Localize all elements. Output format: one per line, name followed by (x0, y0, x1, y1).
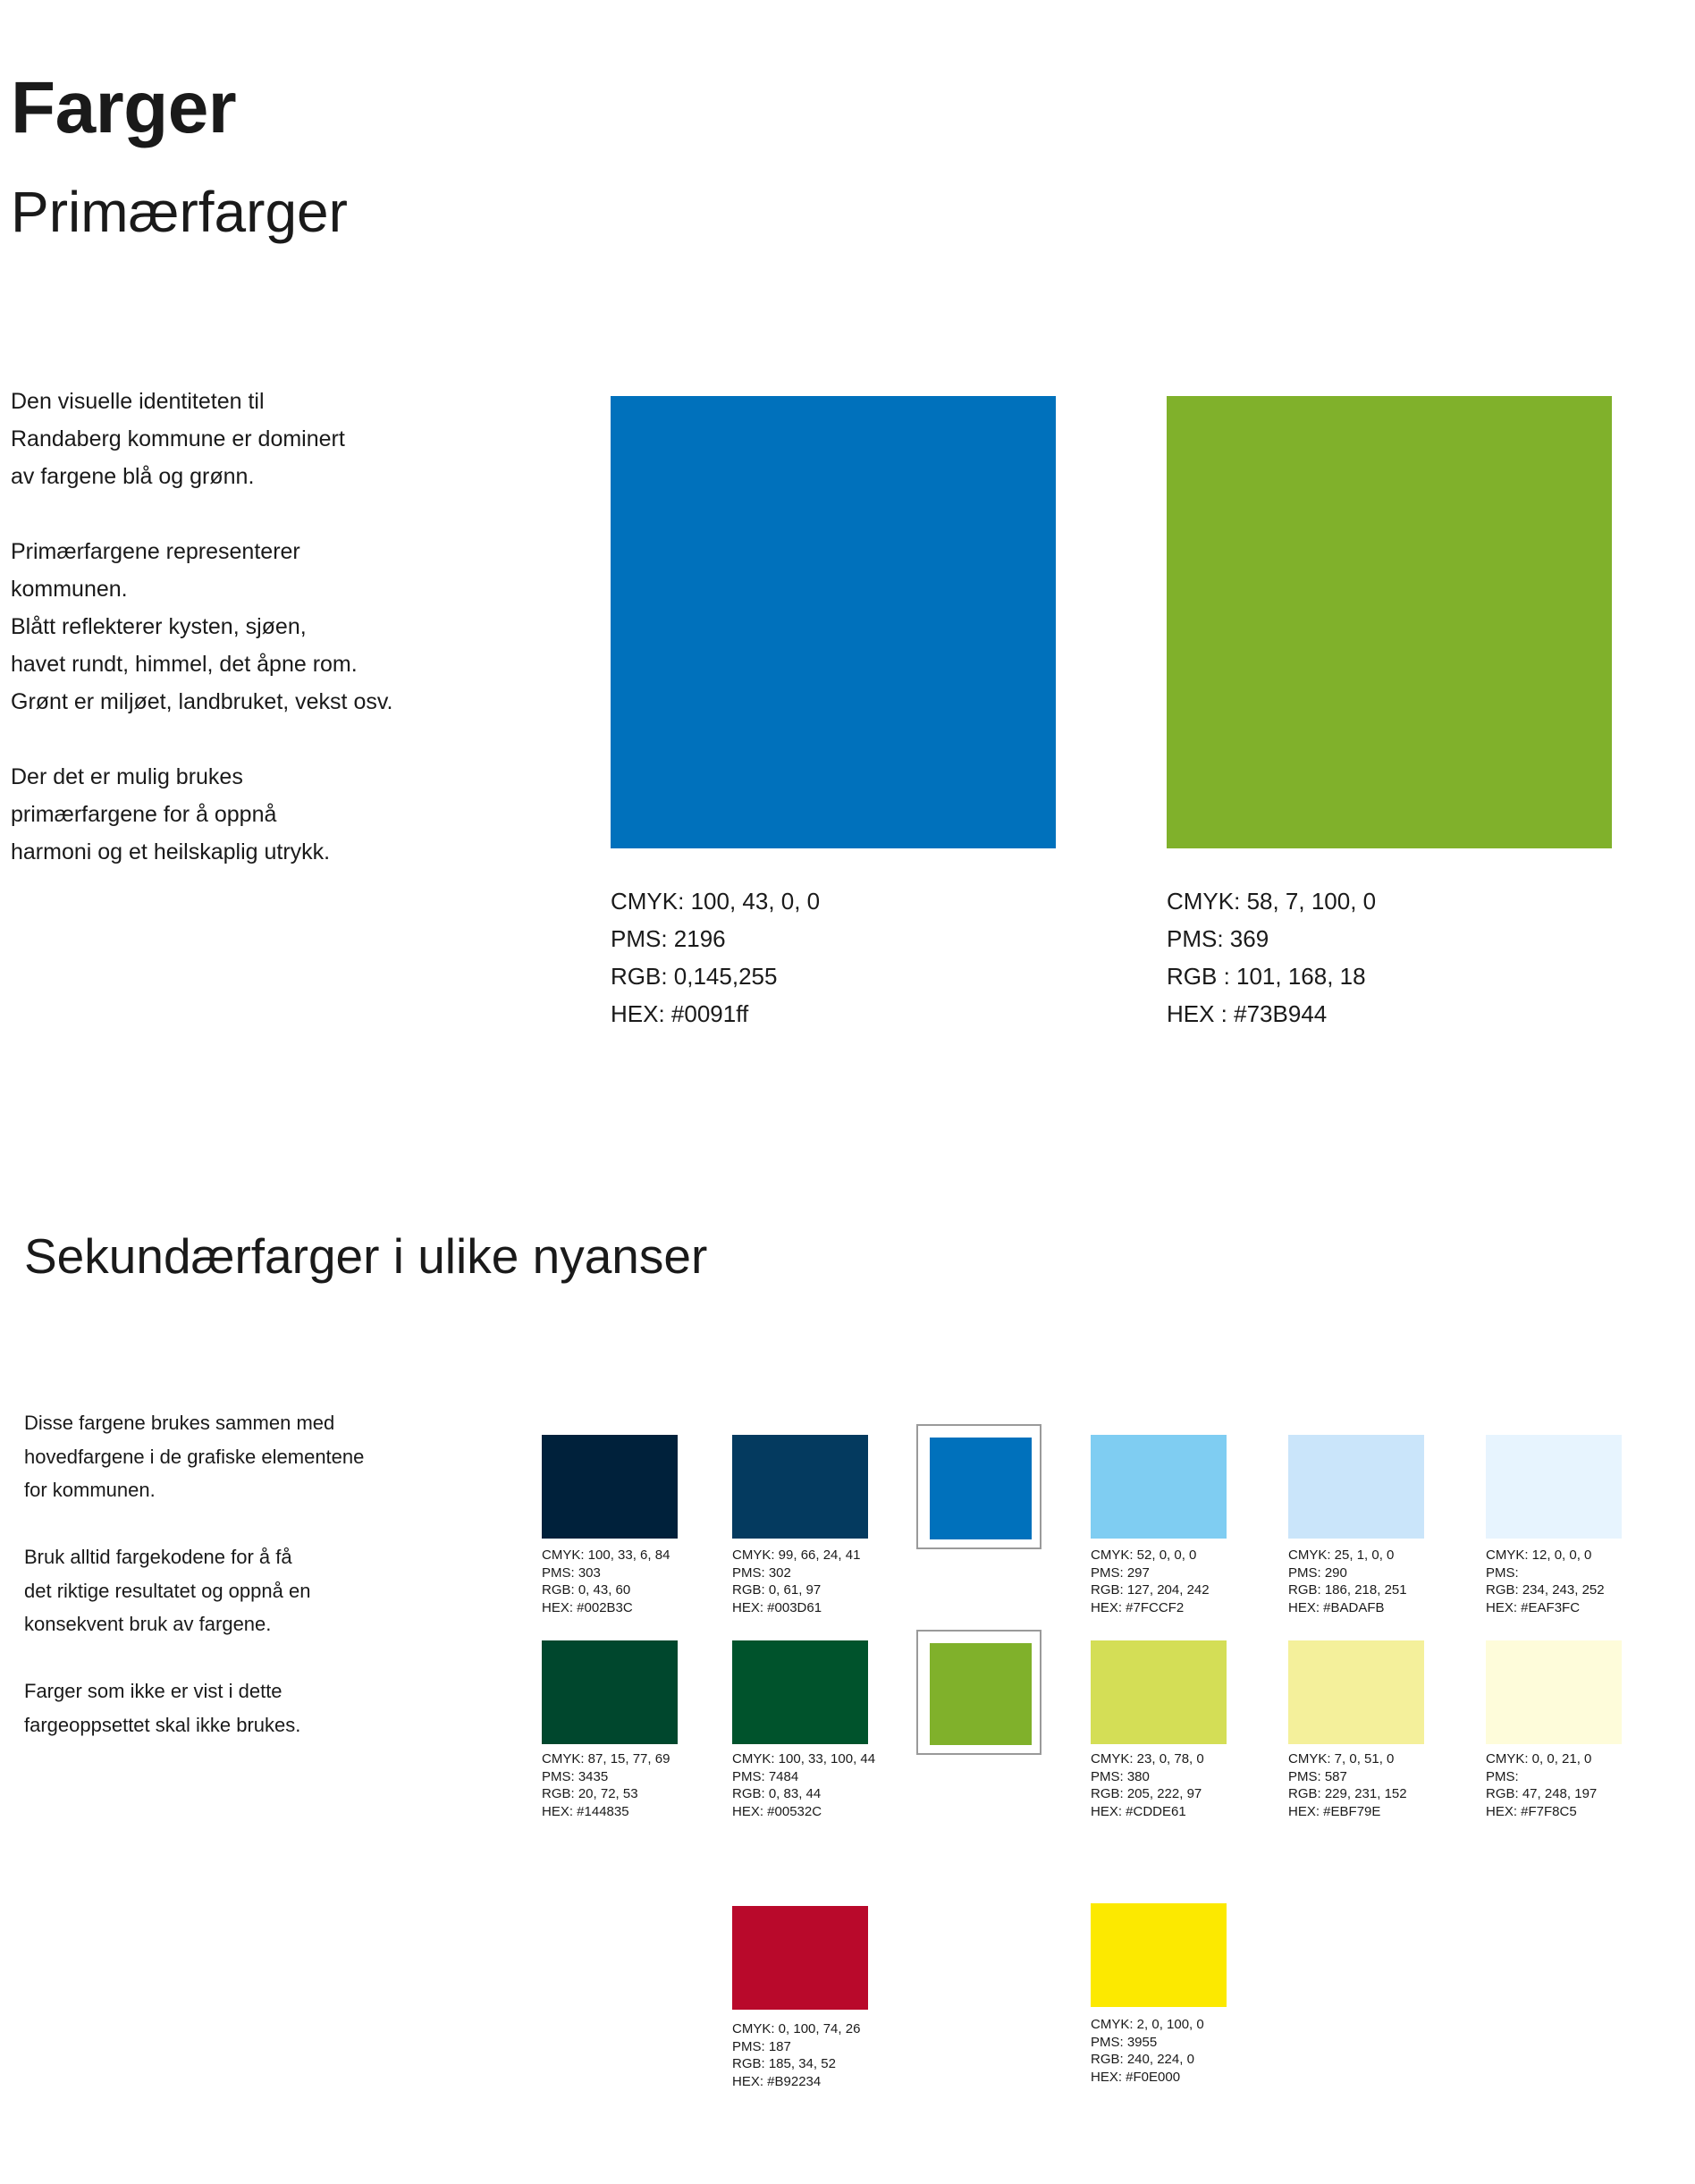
color-specs (1091, 1547, 1269, 1616)
color-swatch (1486, 1640, 1622, 1744)
color-specs (732, 1547, 911, 1616)
hex-value: HEX: #144835 (542, 1803, 629, 1819)
rgb-value: RGB: 127, 204, 242 (1091, 1582, 1210, 1598)
cmyk-value: CMYK: 100, 33, 6, 84 (542, 1547, 670, 1563)
rgb-value: RGB: 0,145,255 (611, 963, 778, 990)
secondary-heading: Sekundærfarger i ulike nyanser (24, 1228, 708, 1284)
pms-value: PMS: 3435 (542, 1768, 609, 1784)
color-swatch (1091, 1435, 1227, 1539)
rgb-value: RGB: 186, 218, 251 (1288, 1582, 1407, 1598)
rgb-value: RGB: 229, 231, 152 (1288, 1786, 1407, 1801)
pms-value: PMS: 302 (732, 1564, 791, 1581)
cmyk-value: CMYK: 2, 0, 100, 0 (1091, 2017, 1204, 2032)
cmyk-value: CMYK: 52, 0, 0, 0 (1091, 1547, 1197, 1563)
hex-value: HEX: #F7F8C5 (1486, 1803, 1577, 1819)
cmyk-value: CMYK: 99, 66, 24, 41 (732, 1547, 861, 1563)
cmyk-value: CMYK: 0, 0, 21, 0 (1486, 1751, 1592, 1767)
color-specs (1091, 1750, 1269, 1820)
color-specs (1288, 1547, 1467, 1616)
rgb-value: RGB: 185, 34, 52 (732, 2056, 836, 2071)
primary-blue-specs (611, 882, 1058, 1033)
cmyk-value: CMYK: 100, 33, 100, 44 (732, 1751, 876, 1767)
primary-paragraph: Den visuelle identiteten til Randaberg kommune er dominert av fargene blå og grønn. (11, 389, 345, 489)
pms-value: PMS: 2196 (611, 925, 726, 952)
pms-value: PMS: 297 (1091, 1564, 1150, 1581)
hex-value: HEX: #EBF79E (1288, 1803, 1381, 1819)
color-swatch (930, 1438, 1032, 1539)
hex-value: HEX: #002B3C (542, 1599, 633, 1615)
color-specs (732, 1750, 911, 1820)
rgb-value: RGB : 101, 168, 18 (1167, 963, 1366, 990)
color-swatch (1091, 1903, 1227, 2007)
pms-value: PMS: 290 (1288, 1564, 1347, 1581)
hex-value: HEX: #BADAFB (1288, 1599, 1385, 1615)
secondary-paragraph: Disse fargene brukes sammen med hovedfargene i de grafiske elementene for kommunen. (24, 1412, 365, 1501)
rgb-value: RGB: 20, 72, 53 (542, 1786, 638, 1801)
color-swatch (1486, 1435, 1622, 1539)
color-swatch (1091, 1640, 1227, 1744)
hex-value: HEX: #7FCCF2 (1091, 1599, 1185, 1615)
pms-value: PMS: 187 (732, 2038, 791, 2054)
cmyk-value: CMYK: 25, 1, 0, 0 (1288, 1547, 1395, 1563)
color-specs (1288, 1750, 1467, 1820)
color-swatch (930, 1643, 1032, 1745)
hex-value: HEX: #0091ff (611, 1000, 749, 1027)
hex-value: HEX : #73B944 (1167, 1000, 1328, 1027)
rgb-value: RGB: 240, 224, 0 (1091, 2052, 1194, 2067)
pms-value: PMS: (1486, 1768, 1519, 1784)
secondary-description (24, 1406, 489, 1775)
rgb-value: RGB: 0, 43, 60 (542, 1582, 631, 1598)
pms-value: PMS: 587 (1288, 1768, 1347, 1784)
hex-value: HEX: #EAF3FC (1486, 1599, 1581, 1615)
color-specs (732, 2020, 911, 2090)
color-swatch (1288, 1435, 1424, 1539)
primary-green-specs (1167, 882, 1614, 1033)
cmyk-value: CMYK: 7, 0, 51, 0 (1288, 1751, 1395, 1767)
secondary-paragraph: Bruk alltid fargekodene for å få det riktige resultatet og oppnå en konsekvent bruk av fargene. (24, 1546, 311, 1635)
color-specs (542, 1750, 721, 1820)
color-swatch (1288, 1640, 1424, 1744)
pms-value: PMS: 3955 (1091, 2034, 1158, 2050)
color-swatch (732, 1906, 868, 2010)
color-specs (1486, 1750, 1665, 1820)
primary-blue-swatch (611, 396, 1056, 848)
cmyk-value: CMYK: 23, 0, 78, 0 (1091, 1751, 1204, 1767)
hex-value: HEX: #B92234 (732, 2073, 822, 2089)
primary-description (11, 383, 511, 908)
rgb-value: RGB: 205, 222, 97 (1091, 1786, 1202, 1801)
primary-paragraph: Primærfargene representerer kommunen. Blått reflekterer kysten, sjøen, havet rundt, himmel, det åpne rom. Grønt er miljøet, landbruket, vekst osv. (11, 539, 393, 714)
cmyk-value: CMYK: 58, 7, 100, 0 (1167, 888, 1377, 915)
pms-value: PMS: 7484 (732, 1768, 799, 1784)
hex-value: HEX: #003D61 (732, 1599, 822, 1615)
hex-value: HEX: #F0E000 (1091, 2069, 1181, 2085)
rgb-value: RGB: 0, 61, 97 (732, 1582, 822, 1598)
color-specs (1091, 2016, 1269, 2086)
cmyk-value: CMYK: 87, 15, 77, 69 (542, 1751, 670, 1767)
rgb-value: RGB: 47, 248, 197 (1486, 1786, 1598, 1801)
color-swatch (732, 1640, 868, 1744)
color-swatch (542, 1435, 678, 1539)
framed-primary-swatch (916, 1630, 1041, 1755)
primary-heading: Primærfarger (11, 180, 348, 244)
secondary-paragraph: Farger som ikke er vist i dette fargeoppsettet skal ikke brukes. (24, 1680, 301, 1736)
cmyk-value: CMYK: 100, 43, 0, 0 (611, 888, 821, 915)
pms-value: PMS: 369 (1167, 925, 1269, 952)
pms-value: PMS: 380 (1091, 1768, 1150, 1784)
pms-value: PMS: (1486, 1564, 1519, 1581)
page-title: Farger (11, 67, 237, 148)
primary-paragraph: Der det er mulig brukes primærfargene for å oppnå harmoni og et heilskaplig utrykk. (11, 764, 331, 864)
color-specs (542, 1547, 721, 1616)
cmyk-value: CMYK: 0, 100, 74, 26 (732, 2021, 861, 2036)
primary-green-swatch (1167, 396, 1612, 848)
rgb-value: RGB: 234, 243, 252 (1486, 1582, 1605, 1598)
hex-value: HEX: #00532C (732, 1803, 822, 1819)
rgb-value: RGB: 0, 83, 44 (732, 1786, 822, 1801)
pms-value: PMS: 303 (542, 1564, 601, 1581)
cmyk-value: CMYK: 12, 0, 0, 0 (1486, 1547, 1592, 1563)
hex-value: HEX: #CDDE61 (1091, 1803, 1186, 1819)
framed-primary-swatch (916, 1424, 1041, 1549)
color-specs (1486, 1547, 1665, 1616)
color-swatch (732, 1435, 868, 1539)
color-swatch (542, 1640, 678, 1744)
